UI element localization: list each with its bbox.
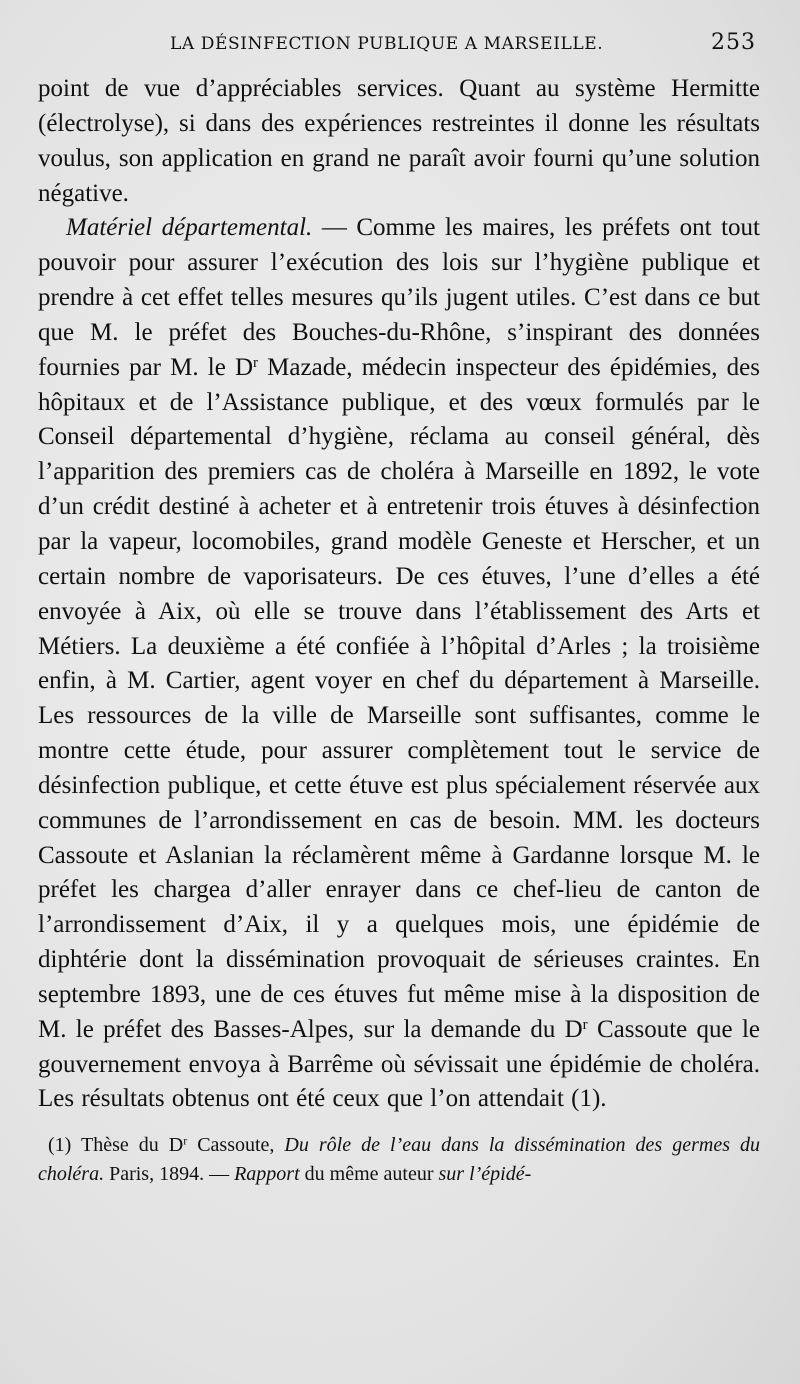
- paragraph-2-text-b: Mazade, médecin inspecteur des épidémies, des hôpitaux et de l’Assistance publique, et des vœux formulés par le Conseil départemental d’hygiène, réclama au conseil général, dès l’apparition des premiers cas de choléra à Marseille en 1892, le vote d’un crédit destiné à acheter et à entretenir trois étuves à désinfection par la vapeur, locomobiles, grand modèle Geneste et Herscher, et un certain nombre de vaporisateurs. De ces étuves, l’une d’elles a été envoyée à Aix, où elle se trouve dans l’établissement des Arts et Métiers. La deuxième a été confiée à l’hôpital d’Arles ; la troisième enfin, à M. Cartier, agent voyer en chef du département à Marseille. Les ressources de la ville de Marseille sont suffisantes, comme le montre cette étude, pour assurer complètement tout le service de désinfection publique, et cette étuve est plus spécialement réservée aux communes de l’arrondissement en cas de besoin. MM. les docteurs Cassoute et Aslanian la réclamèrent même à Gardanne lorsque M. le préfet les chargea d’aller enrayer dans ce chef-lieu de canton de l’arrondissement d’Aix, il y a quelques mois, une épidémie de diphtérie dont la dissémination provoquait de sérieuses craintes. En septembre 1893, une de ces étuves fut même mise à la disposition de M. le préfet des Basses-Alpes, sur la demande du D: [38, 353, 760, 1043]
- footnote-rapport: Rapport: [234, 1163, 300, 1186]
- paragraph-2: [38, 211, 760, 1117]
- paragraph-2-text-a: — Comme les maires, les préfets ont tout pouvoir pour assurer l’exécution des lois sur l’hygiène publique et prendre à cet effet telles mesures qu’ils jugent utiles. C’est dans ce but que M. le préfet des Bouches-du-Rhône, s’inspirant des données fournies par M. le D: [38, 214, 760, 381]
- running-title: LA DÉSINFECTION PUBLIQUE A MARSEILLE.: [170, 34, 604, 54]
- footnote-text-b: Cassoute,: [187, 1134, 285, 1157]
- superscript-r: r: [183, 1133, 188, 1148]
- paragraph-1-text: point de vue d’appréciables services. Quant au système Hermitte (électrolyse), si dans des expériences restreintes il donne les résultats voulus, son application en grand ne paraît avoir fourni qu’une solution négative.: [38, 75, 760, 207]
- section-heading-materiel: Matériel départemental.: [66, 214, 313, 242]
- paragraph-1: [38, 72, 760, 211]
- page-number: 253: [711, 30, 756, 55]
- superscript-r: r: [582, 1016, 588, 1033]
- footnote-title: Du rôle de l’eau dans la dissémination des germes du choléra.: [38, 1134, 760, 1186]
- footnote-marker: (1): [48, 1134, 72, 1157]
- footnote-text-d: du même auteur: [299, 1163, 439, 1186]
- footnote-text-c: Paris, 1894. —: [104, 1163, 235, 1186]
- running-head: [38, 30, 760, 70]
- footnote-text-a: Thèse du D: [71, 1134, 184, 1157]
- superscript-r: r: [253, 354, 259, 371]
- paragraph-2-text-c: Cassoute que le gouvernement envoya à Barrême où sévissait une épidémie de choléra. Les résultats obtenus ont été ceux que l’on attendait (1).: [38, 1015, 760, 1113]
- footnote-continuation: sur l’épidé-: [438, 1163, 532, 1186]
- body-text: [38, 72, 760, 1117]
- footnote: [38, 1131, 760, 1189]
